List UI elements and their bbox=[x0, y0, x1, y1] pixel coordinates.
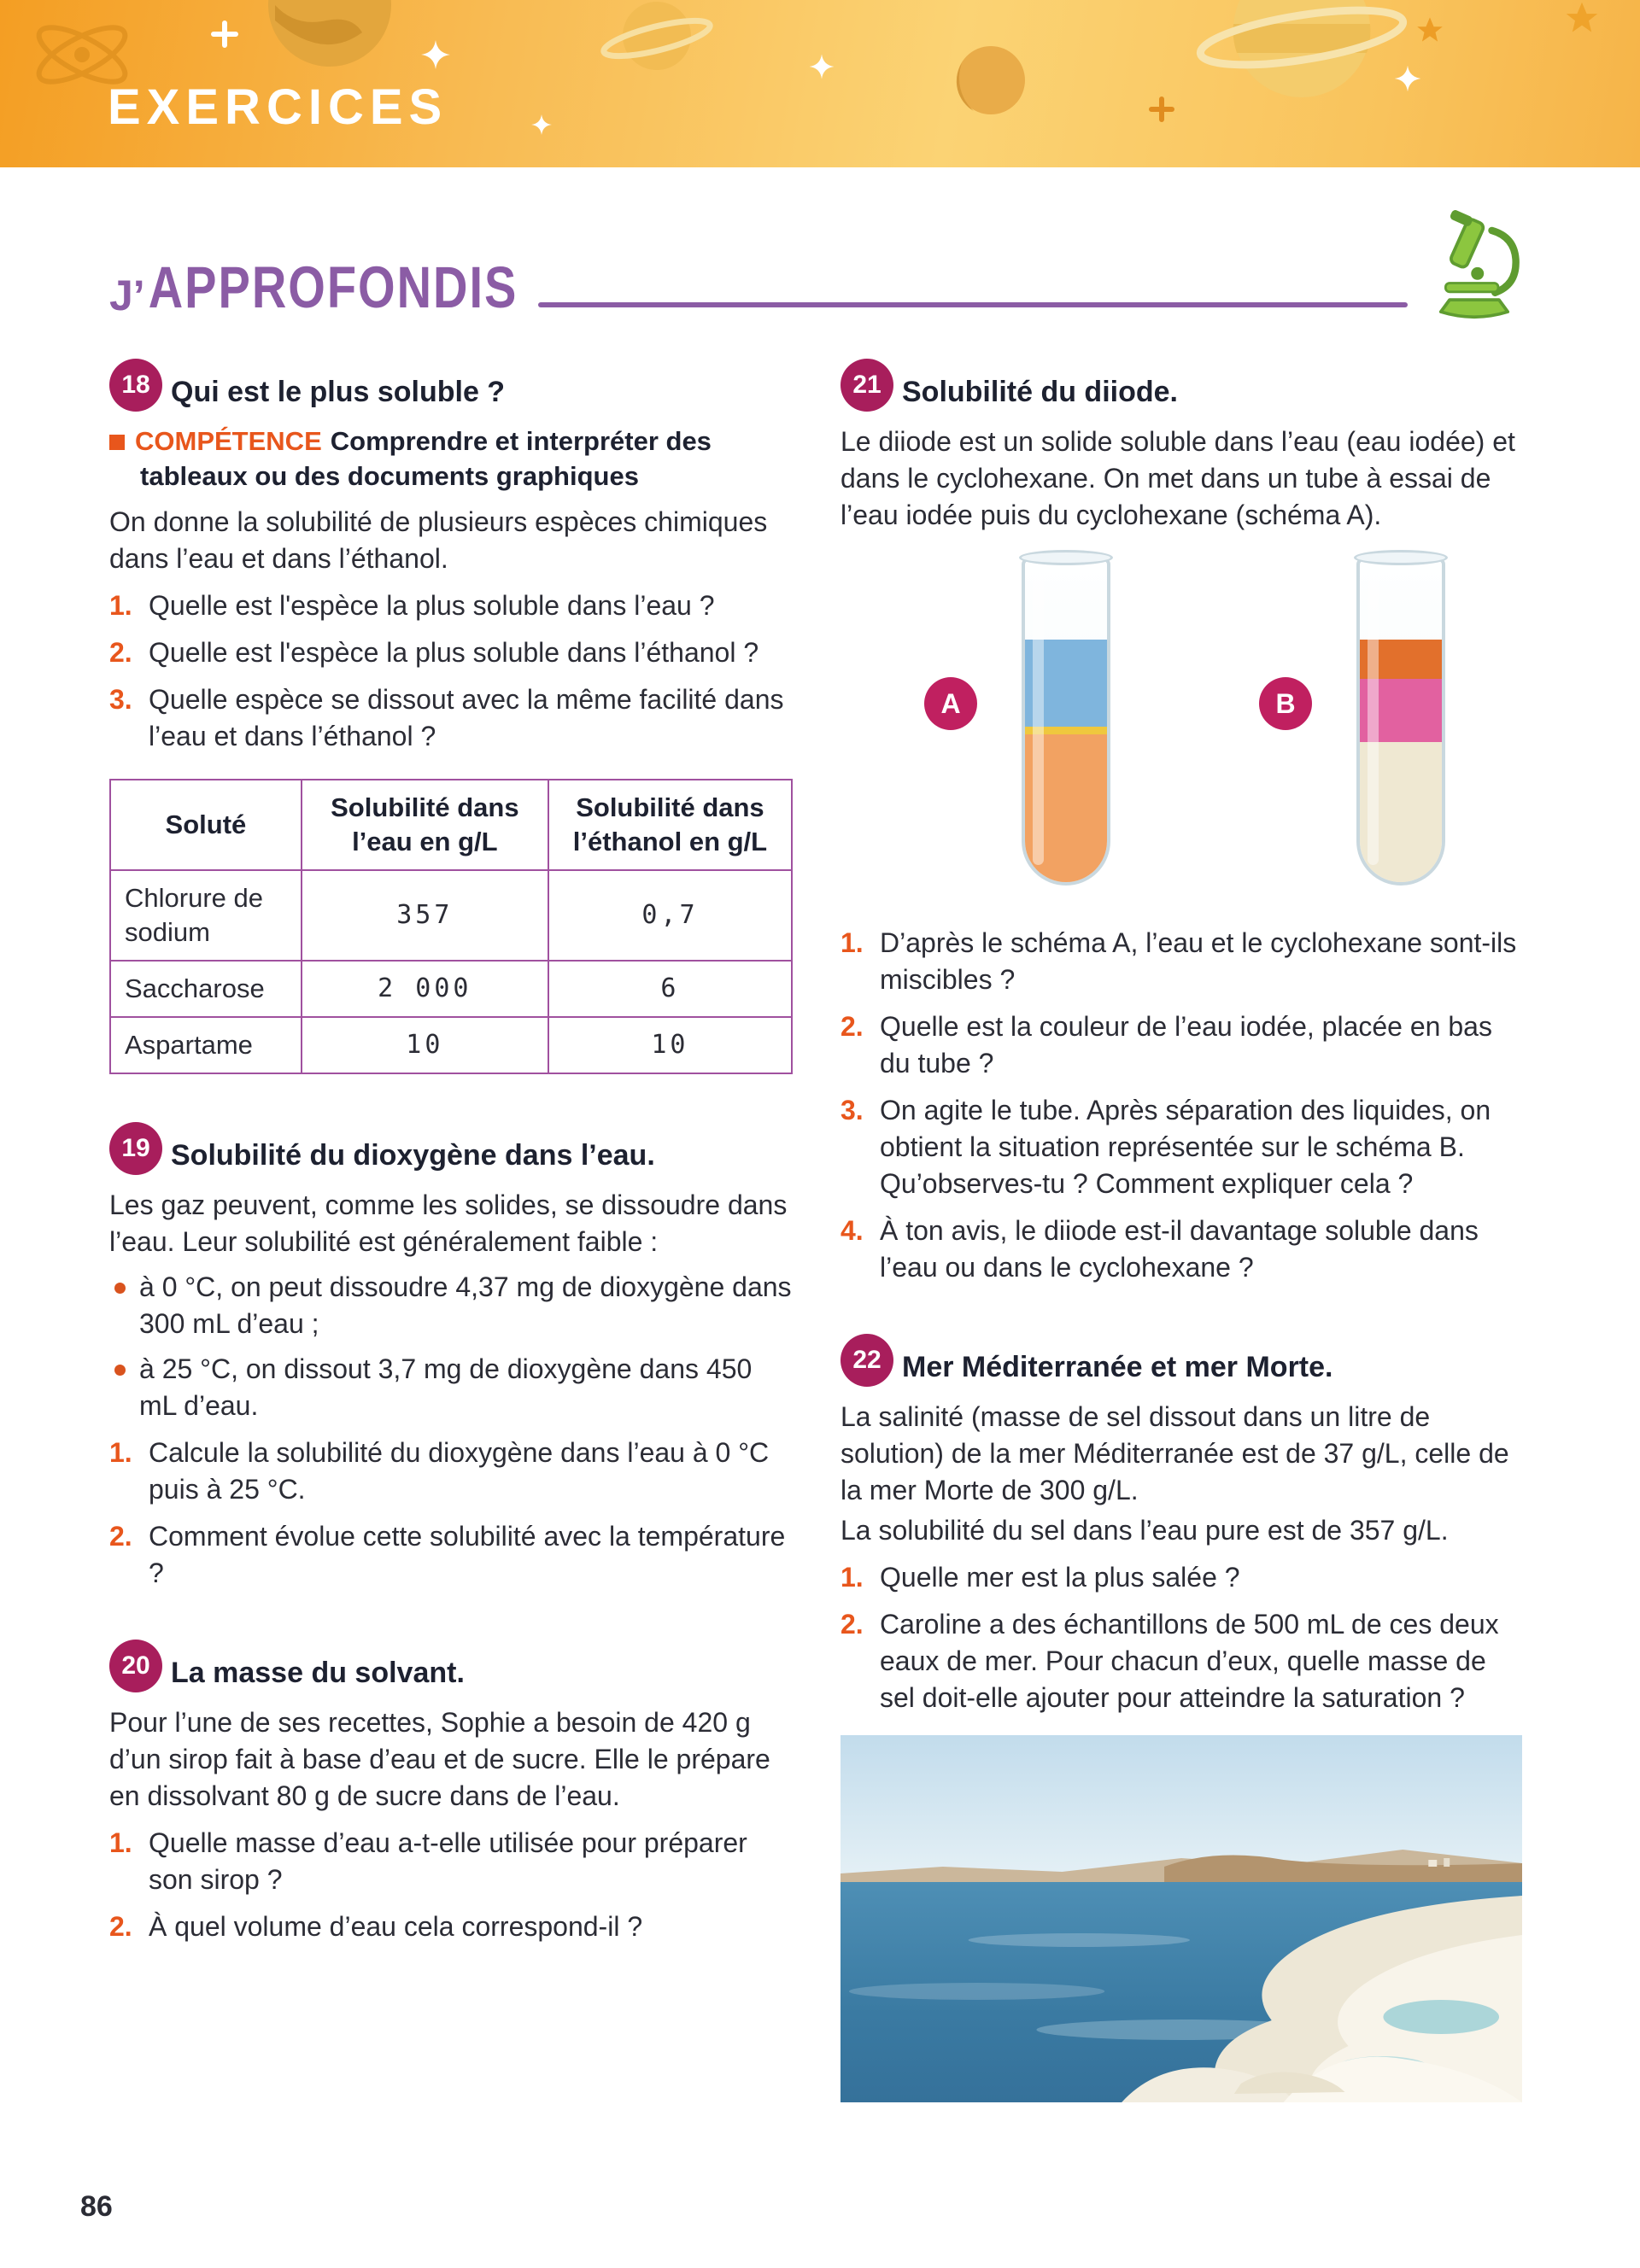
saturn-icon bbox=[1197, 0, 1406, 97]
table-cell: Chlorure de sodium bbox=[110, 870, 302, 961]
question-item bbox=[109, 1518, 793, 1592]
exercise-head bbox=[840, 359, 1522, 412]
iodine-water-layer bbox=[1025, 734, 1107, 882]
question-item bbox=[840, 1213, 1522, 1286]
star-icon bbox=[1567, 3, 1597, 32]
question-number: 3. bbox=[109, 684, 132, 715]
microscope-icon bbox=[1426, 210, 1522, 321]
plus-icon bbox=[1151, 99, 1172, 120]
question-number: 1. bbox=[840, 927, 864, 958]
exercise-number-badge: 22 bbox=[840, 1334, 893, 1387]
test-tube-b bbox=[1356, 556, 1445, 886]
tube-rim bbox=[1354, 550, 1448, 565]
page-number: 86 bbox=[80, 2190, 113, 2223]
exercise-title: Solubilité du diiode. bbox=[902, 375, 1178, 408]
question-item bbox=[840, 1559, 1522, 1596]
test-tube-a bbox=[1022, 556, 1110, 886]
table-cell: Aspartame bbox=[110, 1017, 302, 1073]
sparkle-icon bbox=[531, 114, 552, 135]
exercise-number-badge: 19 bbox=[109, 1122, 162, 1175]
section-title-main: APPROFONDIS bbox=[148, 254, 518, 320]
solubility-table bbox=[109, 779, 793, 1074]
exercise-title: Qui est le plus soluble ? bbox=[171, 375, 506, 408]
list-item-text: à 25 °C, on dissout 3,7 mg de dioxygène dans 450 mL d’eau. bbox=[139, 1353, 753, 1421]
competence-line bbox=[109, 424, 793, 494]
exercise-19 bbox=[109, 1122, 793, 1592]
table-row bbox=[110, 961, 792, 1017]
exercise-title: Solubilité du dioxygène dans l’eau. bbox=[171, 1138, 655, 1172]
exercise-21 bbox=[840, 359, 1522, 1286]
question-text: Quelle est la couleur de l’eau iodée, placée en bas du tube ? bbox=[880, 1011, 1492, 1078]
question-item bbox=[109, 1909, 793, 1945]
table-cell: 10 bbox=[548, 1017, 792, 1073]
table-header-row bbox=[110, 780, 792, 870]
bottom-layer bbox=[1360, 742, 1442, 882]
section-title-prefix: J’ bbox=[109, 272, 145, 319]
question-text: Quelle espèce se dissout avec la même facilité dans l’eau et dans l’éthanol ? bbox=[149, 684, 784, 751]
table-header-cell: Soluté bbox=[110, 780, 302, 870]
bullet-icon bbox=[114, 1365, 126, 1376]
plus-icon bbox=[214, 23, 236, 45]
top-layer bbox=[1360, 640, 1442, 679]
question-text: Quelle est l'espèce la plus soluble dans l’éthanol ? bbox=[149, 637, 759, 668]
section-rule bbox=[538, 302, 1408, 307]
table-row bbox=[110, 1017, 792, 1073]
section-title bbox=[109, 254, 518, 321]
question-text: Comment évolue cette solubilité avec la température ? bbox=[149, 1521, 786, 1588]
competence-text: Comprendre et interpréter des tableaux ou des documents graphiques bbox=[140, 426, 712, 491]
content-columns bbox=[0, 321, 1640, 2150]
banner-title: EXERCICES bbox=[108, 79, 448, 135]
exercise-intro: Les gaz peuvent, comme les solides, se dissoudre dans l’eau. Leur solubilité est généralement faible : bbox=[109, 1190, 788, 1257]
exercise-title: La masse du solvant. bbox=[171, 1656, 465, 1689]
right-column bbox=[840, 359, 1522, 2150]
exercise-head bbox=[109, 1640, 793, 1692]
question-number: 2. bbox=[840, 1011, 864, 1042]
exercise-head bbox=[840, 1334, 1522, 1387]
question-item bbox=[840, 1092, 1522, 1202]
planet-icon bbox=[957, 46, 1025, 114]
list-item bbox=[109, 1269, 793, 1342]
earth-icon bbox=[268, 0, 391, 67]
table-cell: 357 bbox=[302, 870, 548, 961]
exercise-number-badge: 18 bbox=[109, 359, 162, 412]
question-item bbox=[840, 1008, 1522, 1082]
sparkle-icon bbox=[810, 55, 835, 79]
exercise-number-badge: 21 bbox=[840, 359, 893, 412]
question-text: On agite le tube. Après séparation des liquides, on obtient la situation représentée sur le schéma B. Qu’observes-tu ? Comment expliquer cela ? bbox=[880, 1095, 1491, 1199]
tube-rim bbox=[1019, 550, 1113, 565]
water-layer bbox=[1025, 640, 1107, 727]
bullet-icon bbox=[114, 1283, 126, 1294]
ringed-planet-icon bbox=[601, 2, 713, 70]
tube-glass bbox=[1022, 558, 1110, 886]
question-item bbox=[840, 1606, 1522, 1716]
test-tubes-diagram bbox=[840, 547, 1522, 896]
question-number: 1. bbox=[840, 1562, 864, 1593]
cyclohexane-diiodine-layer bbox=[1360, 679, 1442, 742]
question-number: 4. bbox=[840, 1215, 864, 1246]
section-head bbox=[109, 202, 1522, 321]
tube-label-b: B bbox=[1259, 677, 1312, 730]
table-cell: 0,7 bbox=[548, 870, 792, 961]
table-cell: 2 000 bbox=[302, 961, 548, 1017]
question-number: 2. bbox=[840, 1609, 864, 1640]
question-item bbox=[840, 925, 1522, 998]
exercise-22 bbox=[840, 1334, 1522, 2102]
question-text: Quelle est l'espèce la plus soluble dans l’eau ? bbox=[149, 590, 715, 621]
question-number: 3. bbox=[840, 1095, 864, 1125]
question-text: À quel volume d’eau cela correspond-il ? bbox=[149, 1911, 643, 1942]
exercise-intro: Le diiode est un solide soluble dans l’eau (eau iodée) et dans le cyclohexane. On met dans un tube à essai de l’eau iodée puis du cyclohexane (schéma A). bbox=[840, 426, 1515, 530]
exercise-number-badge: 20 bbox=[109, 1640, 162, 1692]
tube-label-a: A bbox=[924, 677, 977, 730]
question-item bbox=[109, 1825, 793, 1898]
banner bbox=[0, 0, 1640, 167]
question-item bbox=[109, 681, 793, 755]
exercise-20 bbox=[109, 1640, 793, 1945]
left-column bbox=[109, 359, 793, 2150]
table-cell: Saccharose bbox=[110, 961, 302, 1017]
list-item bbox=[109, 1351, 793, 1424]
question-text: À ton avis, le diiode est-il davantage soluble dans l’eau ou dans le cyclohexane ? bbox=[880, 1215, 1479, 1283]
table-cell: 10 bbox=[302, 1017, 548, 1073]
exercise-intro-2: La solubilité du sel dans l’eau pure est de 357 g/L. bbox=[840, 1515, 1449, 1546]
exercise-intro: Pour l’une de ses recettes, Sophie a besoin de 420 g d’un sirop fait à base d’eau et de sucre. Elle le prépare en dissolvant 80 g de sucre dans de l’eau. bbox=[109, 1707, 770, 1811]
dead-sea-photo bbox=[840, 1735, 1522, 2102]
question-text: Quelle masse d’eau a-t-elle utilisée pour préparer son sirop ? bbox=[149, 1827, 747, 1895]
sparkle-icon bbox=[1395, 66, 1421, 92]
tube-glass bbox=[1356, 558, 1445, 886]
question-item bbox=[109, 1435, 793, 1508]
sparkle-icon bbox=[421, 40, 450, 69]
question-text: Calcule la solubilité du dioxygène dans l’eau à 0 °C puis à 25 °C. bbox=[149, 1437, 770, 1505]
question-number: 1. bbox=[109, 1437, 132, 1468]
question-number: 2. bbox=[109, 637, 132, 668]
table-header-cell: Solubilité dans l’éthanol en g/L bbox=[548, 780, 792, 870]
table-header-cell: Solubilité dans l’eau en g/L bbox=[302, 780, 548, 870]
question-item bbox=[109, 587, 793, 624]
exercise-18 bbox=[109, 359, 793, 1074]
exercise-head bbox=[109, 359, 793, 412]
question-text: D’après le schéma A, l’eau et le cyclohexane sont-ils miscibles ? bbox=[880, 927, 1517, 995]
table-row bbox=[110, 870, 792, 961]
interface-layer bbox=[1025, 727, 1107, 734]
competence-square-icon bbox=[109, 435, 125, 450]
question-number: 1. bbox=[109, 1827, 132, 1858]
question-number: 1. bbox=[109, 590, 132, 621]
question-number: 2. bbox=[109, 1911, 132, 1942]
exercise-head bbox=[109, 1122, 793, 1175]
question-item bbox=[109, 634, 793, 671]
exercise-intro: On donne la solubilité de plusieurs espèces chimiques dans l’eau et dans l’éthanol. bbox=[109, 506, 768, 574]
table-cell: 6 bbox=[548, 961, 792, 1017]
question-text: Quelle mer est la plus salée ? bbox=[880, 1562, 1240, 1593]
list-item-text: à 0 °C, on peut dissoudre 4,37 mg de dioxygène dans 300 mL d’eau ; bbox=[139, 1271, 792, 1339]
exercise-title: Mer Méditerranée et mer Morte. bbox=[902, 1350, 1333, 1383]
competence-label: COMPÉTENCE bbox=[135, 426, 322, 456]
question-number: 2. bbox=[109, 1521, 132, 1552]
exercise-intro: La salinité (masse de sel dissout dans un litre de solution) de la mer Méditerranée est de 37 g/L, celle de la mer Morte de 300 g/L. bbox=[840, 1401, 1509, 1505]
question-text: Caroline a des échantillons de 500 mL de ces deux eaux de mer. Pour chacun d’eux, quelle masse de sel doit-elle ajouter pour atteindre la saturation ? bbox=[880, 1609, 1499, 1713]
star-icon bbox=[1417, 17, 1443, 41]
